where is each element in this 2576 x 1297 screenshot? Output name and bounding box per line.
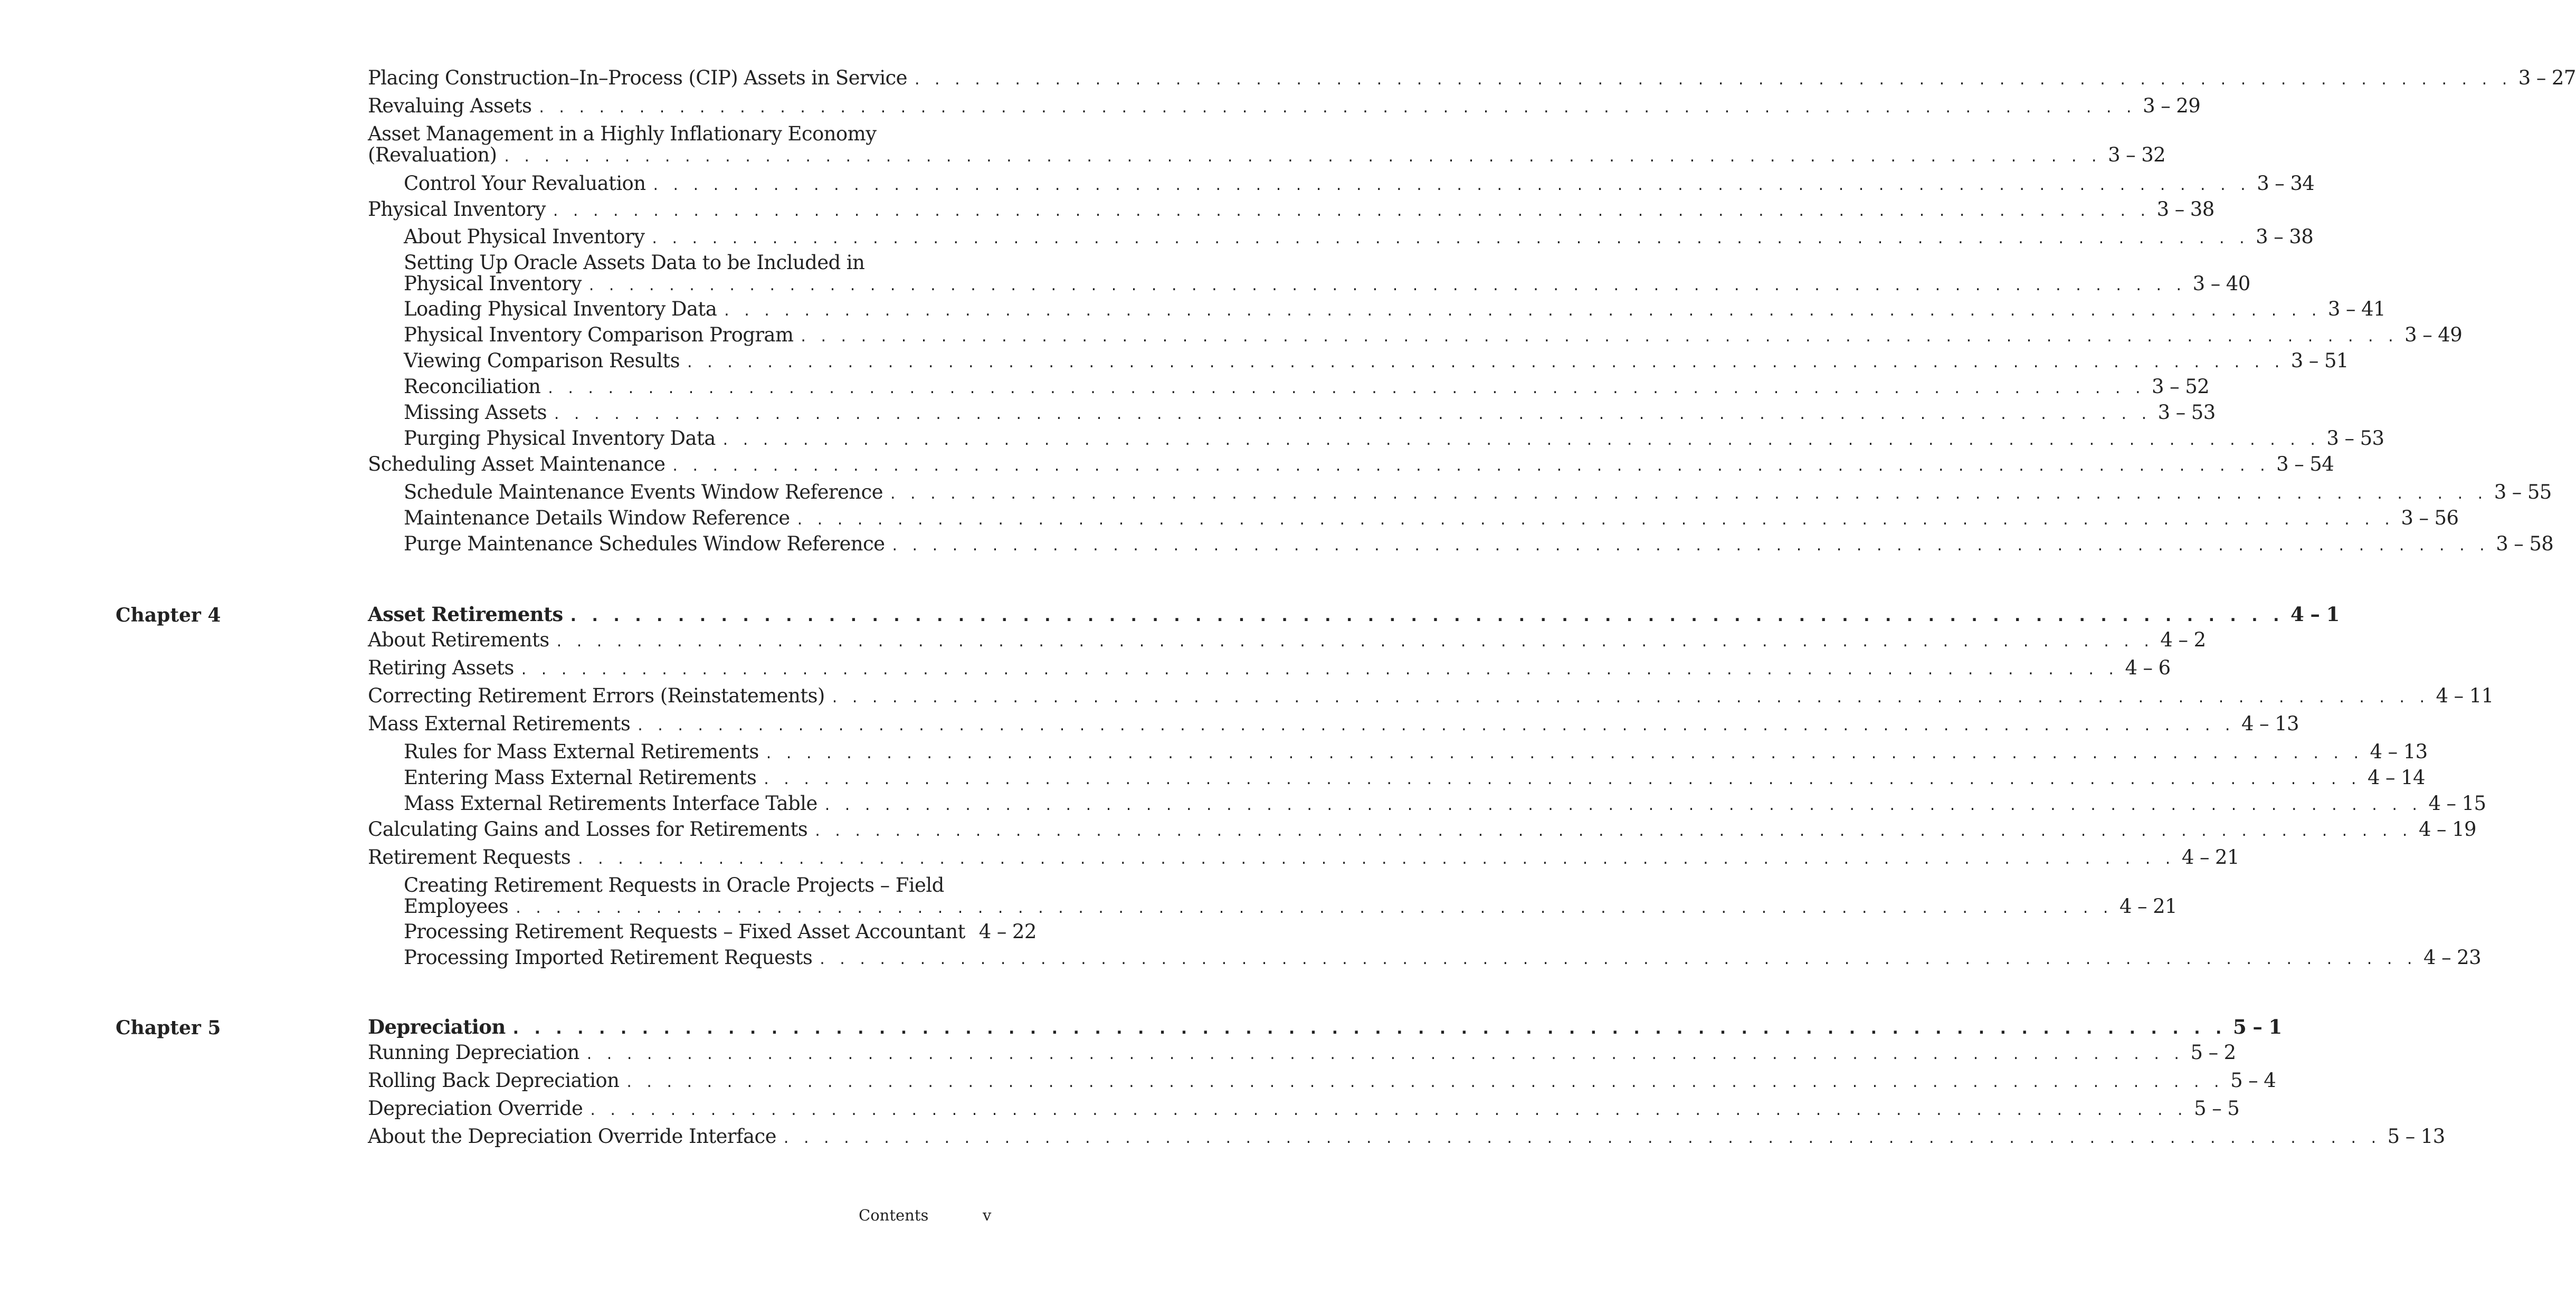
- toc-entry-page-number: 5 – 2: [2190, 1041, 2236, 1064]
- footer-page-number: v: [983, 1206, 992, 1224]
- toc-entry-page-number: 4 – 6: [2125, 656, 2171, 679]
- toc-entry-page-number: 5 – 1: [2232, 1015, 2282, 1038]
- toc-entry-title: Viewing Comparison Results: [404, 349, 680, 372]
- toc-entry-title: Placing Construction–In–Process (CIP) Assets in Service: [368, 66, 907, 89]
- toc-entry-title: Running Depreciation: [368, 1041, 579, 1064]
- toc-entry-title: Correcting Retirement Errors (Reinstatements): [368, 684, 825, 707]
- toc-entry-title-line1: Creating Retirement Requests in Oracle Projects – Field: [404, 874, 944, 897]
- toc-entry[interactable]: [404, 375, 2210, 399]
- dot-leader: . . . . . . . . . . . . . . . . . . . . . . . . . . . . . . . . . . . . . . . . . . . . . . . . . . . . . . . . . . . . . . . . . . . . . . . . . . . . . . . .: [653, 176, 2251, 194]
- toc-entry[interactable]: [404, 766, 2425, 790]
- toc-entry-page-number: 4 – 23: [2423, 946, 2482, 969]
- dot-leader: . . . . . . . . . . . . . . . . . . . . . . . . . . . . . . . . . . . . . . . . . . . . . . . . . . . . . . . . . . . . . . . . . . . . . . . . . . . . . . . .: [724, 301, 2322, 320]
- toc-entry-page-number: 3 – 32: [2108, 144, 2166, 166]
- toc-entry-page-number: 4 – 14: [2367, 766, 2425, 789]
- toc-entry-line: [404, 766, 2425, 790]
- toc-entry-line: [404, 920, 1037, 944]
- toc-entry-line: [368, 66, 2576, 90]
- toc-entry-title: Rolling Back Depreciation: [368, 1069, 620, 1092]
- toc-entry-line: [404, 481, 2552, 504]
- toc-entry-page-number: 4 – 2: [2160, 628, 2206, 651]
- toc-entry[interactable]: [368, 684, 2494, 708]
- toc-entry[interactable]: [368, 628, 2206, 652]
- toc-entry-title: Maintenance Details Window Reference: [404, 507, 790, 529]
- toc-entry[interactable]: [368, 122, 2166, 167]
- toc-entry-title: Rules for Mass External Retirements: [404, 740, 759, 763]
- toc-entry-title: Physical Inventory: [404, 272, 582, 295]
- toc-entry[interactable]: [404, 427, 2384, 451]
- toc-entry-page-number: 4 – 19: [2418, 818, 2476, 841]
- toc-entry[interactable]: [368, 1069, 2276, 1093]
- toc-entry[interactable]: [368, 1125, 2445, 1149]
- toc-entry-line: [368, 712, 2299, 736]
- toc-entry-line: [368, 818, 2476, 842]
- toc-entry-page-number: 4 – 22: [978, 920, 1037, 943]
- dot-leader: . . . . . . . . . . . . . . . . . . . . . . . . . . . . . . . . . . . . . . . . . . . . . . . . . . . . . . . . . . . . . . . . . . . . . . . . . . . . . . . .: [801, 327, 2399, 346]
- toc-entry-line: [404, 895, 2177, 919]
- toc-entry-title: Retirement Requests: [368, 846, 571, 869]
- toc-entry-line: [404, 272, 2250, 296]
- toc-entry-page-number: 3 – 29: [2143, 94, 2201, 117]
- dot-leader: . . . . . . . . . . . . . . . . . . . . . . . . . . . . . . . . . . . . . . . . . . . . . . . . . . . . . . . . . . . . . . . . . . . . . . . . . . . . . . . .: [588, 276, 2187, 294]
- toc-entry-page-number: 3 – 41: [2327, 298, 2385, 320]
- toc-entry-title: (Revaluation): [368, 144, 497, 166]
- toc-entry[interactable]: [404, 740, 2428, 764]
- toc-entry[interactable]: [368, 66, 2576, 90]
- toc-entry-line: [404, 427, 2384, 451]
- toc-entry[interactable]: [368, 846, 2239, 870]
- toc-entry-title: Schedule Maintenance Events Window Reference: [404, 481, 883, 503]
- toc-entry-title: Processing Imported Retirement Requests: [404, 946, 813, 969]
- toc-entry-title: About Retirements: [368, 628, 549, 651]
- toc-entry[interactable]: [404, 792, 2486, 816]
- dot-leader: . . . . . . . . . . . . . . . . . . . . . . . . . . . . . . . . . . . . . . . . . . . . . . . . . . . . . . . . . . . . . . . . . . . . . . . . . . . . . . . .: [892, 536, 2490, 555]
- toc-entry-title: Retiring Assets: [368, 656, 514, 679]
- dot-leader: . . . . . . . . . . . . . . . . . . . . . . . . . . . . . . . . . . . . . . . . . . . . . . . . . . . . . . . . . . . . . . . . . . . . . . . . . . . . . . . .: [590, 1101, 2188, 1119]
- toc-entry-line: [404, 792, 2486, 816]
- toc-entry-title: Control Your Revaluation: [404, 172, 646, 195]
- dot-leader: . . . . . . . . . . . . . . . . . . . . . . . . . . . . . . . . . . . . . . . . . . . . . . . . . . . . . . . . . . . . . . . . . . . . . . . . . . . . . . . .: [512, 1019, 2227, 1038]
- toc-entry-page-number: 4 – 1: [2290, 603, 2340, 626]
- dot-leader: . . . . . . . . . . . . . . . . . . . . . . . . . . . . . . . . . . . . . . . . . . . . . . . . . . . . . . . . . . . . . . . . . . . . . . . . . . . . . . . .: [626, 1073, 2225, 1091]
- dot-leader: . . . . . . . . . . . . . . . . . . . . . . . . . . . . . . . . . . . . . . . . . . . . . . . . . . . . . . . . . . . . . . . . . . . . . . . . . . . . . . . .: [504, 147, 2102, 166]
- toc-entry[interactable]: [368, 453, 2334, 476]
- toc-entry[interactable]: [404, 298, 2385, 321]
- dot-leader: . . . . . . . . . . . . . . . . . . . . . . . . . . . . . . . . . . . . . . . . . . . . . . . . . . . . . . . . . . . . . . . . . . . . . . . . . . . . . . . .: [914, 70, 2512, 89]
- toc-entry-line: [404, 532, 2554, 556]
- dot-leader: . . . . . . . . . . . . . . . . . . . . . . . . . . . . . . . . . . . . . . . . . . . . . . . . . . . . . . . . . . . . . . . . . . . . . . . . . . . . . . . .: [783, 1129, 2381, 1147]
- toc-entry-page-number: 3 – 52: [2152, 375, 2210, 398]
- toc-entry-line: [404, 740, 2428, 764]
- toc-entry-page-number: 4 – 13: [2370, 740, 2428, 763]
- toc-entry[interactable]: [404, 323, 2463, 347]
- dot-leader: . . . . . . . . . . . . . . . . . . . . . . . . . . . . . . . . . . . . . . . . . . . . . . . . . . . . . . . . . . . . . . . . . . . . . . . . . . . . . . . .: [890, 484, 2488, 503]
- toc-entry-title: Physical Inventory: [368, 198, 546, 221]
- dot-leader: . . . . . . . . . . . . . . . . . . . . . . . . . . . . . . . . . . . . . . . . . . . . . . . . . . . . . . . . . . . . . . . . . . . . . . . . . . . . . . . .: [638, 716, 2235, 735]
- toc-entry-line: [404, 225, 2314, 249]
- toc-entry-page-number: 3 – 40: [2192, 272, 2250, 295]
- toc-entry-line: [368, 603, 2340, 627]
- dot-leader: . . . . . . . . . . . . . . . . . . . . . . . . . . . . . . . . . . . . . . . . . . . . . . . . . . . . . . . . . . . . . . . . . . . . . . . . . . . . . . . .: [521, 660, 2119, 679]
- toc-entry-line: [404, 298, 2385, 321]
- toc-entry-title: Purge Maintenance Schedules Window Reference: [404, 532, 885, 555]
- toc-entry-title: Loading Physical Inventory Data: [404, 298, 717, 320]
- toc-entry-page-number: 3 – 54: [2276, 453, 2334, 475]
- toc-entry-line: [404, 946, 2482, 970]
- toc-entry-line: [368, 94, 2201, 118]
- toc-entry-page-number: 4 – 15: [2428, 792, 2486, 815]
- chapter-label: Chapter 5: [116, 1017, 221, 1039]
- toc-entry[interactable]: [404, 946, 2482, 970]
- toc-entry-line: [368, 1097, 2240, 1121]
- toc-entry-page-number: 3 – 53: [2157, 401, 2216, 424]
- toc-entry-title: Employees: [404, 895, 509, 918]
- toc-entry[interactable]: [404, 481, 2552, 504]
- dot-leader: . . . . . . . . . . . . . . . . . . . . . . . . . . . . . . . . . . . . . . . . . . . . . . . . . . . . . . . . . . . . . . . . . . . . . . . . . . . . . . . .: [548, 379, 2146, 397]
- dot-leader: . . . . . . . . . . . . . . . . . . . . . . . . . . . . . . . . . . . . . . . . . . . . . . . . . . . . . . . . . . . . . . . . . . . . . . . . . . . . . . . .: [824, 796, 2422, 814]
- toc-entry-title: Depreciation Override: [368, 1097, 583, 1120]
- toc-entry-title: About the Depreciation Override Interface: [368, 1125, 776, 1148]
- toc-entry-line: [404, 349, 2349, 373]
- toc-entry-page-number: 5 – 5: [2194, 1097, 2240, 1120]
- toc-entry-page-number: 5 – 4: [2230, 1069, 2276, 1092]
- toc-entry[interactable]: [404, 874, 2177, 919]
- dot-leader: . . . . . . . . . . . . . . . . . . . . . . . . . . . . . . . . . . . . . . . . . . . . . . . . . . . . . . . . . . . . . . . . . . . . . . . . . . . . . . . .: [554, 405, 2152, 423]
- toc-entry-title: Calculating Gains and Losses for Retirements: [368, 818, 808, 841]
- dot-leader: . . . . . . . . . . . . . . . . . . . . . . . . . . . . . . . . . . . . . . . . . . . . . . . . . . . . . . . . . . . . . . . . . . . . . . . . . . . . . . . .: [672, 456, 2270, 475]
- toc-entry-line: [404, 507, 2459, 530]
- toc-entry[interactable]: [368, 656, 2171, 680]
- toc-entry-line: [404, 375, 2210, 399]
- toc-entry-title: Revaluing Assets: [368, 94, 532, 117]
- toc-entry-title: Physical Inventory Comparison Program: [404, 323, 794, 346]
- toc-entry-title: About Physical Inventory: [404, 225, 645, 248]
- dot-leader: . . . . . . . . . . . . . . . . . . . . . . . . . . . . . . . . . . . . . . . . . . . . . . . . . . . . . . . . . . . . . . . . . . . . . . . . . . . . . . . .: [539, 98, 2137, 117]
- toc-entry-title-line1: Setting Up Oracle Assets Data to be Included in: [404, 251, 865, 274]
- toc-entry-page-number: 3 – 27: [2518, 66, 2576, 89]
- toc-entry-title: Asset Retirements: [368, 603, 563, 626]
- toc-entry[interactable]: [368, 1097, 2240, 1121]
- toc-entry-line: [368, 628, 2206, 652]
- toc-entry[interactable]: [404, 401, 2216, 425]
- toc-entry-line: [368, 453, 2334, 476]
- toc-entry-title: Entering Mass External Retirements: [404, 766, 757, 789]
- toc-entry[interactable]: [404, 349, 2349, 373]
- toc-entry[interactable]: [368, 818, 2476, 842]
- dot-leader: . . . . . . . . . . . . . . . . . . . . . . . . . . . . . . . . . . . . . . . . . . . . . . . . . . . . . . . . . . . . . . . . . . . . . . . . . . . . . . . .: [570, 607, 2284, 625]
- dot-leader: . . . . . . . . . . . . . . . . . . . . . . . . . . . . . . . . . . . . . . . . . . . . . . . . . . . . . . . . . . . . . . . . . . . . . . . . . . . . . . . .: [556, 632, 2154, 651]
- toc-entry-line: [404, 172, 2315, 196]
- toc-entry[interactable]: [404, 532, 2554, 556]
- toc-entry-line: [368, 656, 2171, 680]
- toc-entry-line: [368, 684, 2494, 708]
- toc-entry-page-number: 3 – 49: [2404, 323, 2463, 346]
- toc-entry[interactable]: [368, 603, 2340, 627]
- toc-entry-page-number: 3 – 55: [2494, 481, 2552, 503]
- toc-entry-page-number: 4 – 11: [2436, 684, 2494, 707]
- toc-entry-page-number: 3 – 38: [2256, 225, 2314, 248]
- dot-leader: . . . . . . . . . . . . . . . . . . . . . . . . . . . . . . . . . . . . . . . . . . . . . . . . . . . . . . . . . . . . . . . . . . . . . . . . . . . . . . . .: [687, 353, 2285, 371]
- toc-entry-line: [368, 1125, 2445, 1149]
- dot-leader: . . . . . . . . . . . . . . . . . . . . . . . . . . . . . . . . . . . . . . . . . . . . . . . . . . . . . . . . . . . . . . . . . . . . . . . . . . . . . . . .: [553, 202, 2151, 220]
- dot-leader: . . . . . . . . . . . . . . . . . . . . . . . . . . . . . . . . . . . . . . . . . . . . . . . . . . . . . . . . . . . . . . . . . . . . . . . . . . . . . . . .: [820, 950, 2417, 968]
- toc-entry-page-number: 4 – 13: [2241, 712, 2299, 735]
- toc-entry-line: [404, 323, 2463, 347]
- toc-entry[interactable]: [404, 920, 1037, 944]
- toc-entry-title: Scheduling Asset Maintenance: [368, 453, 666, 475]
- toc-entry-page-number: 3 – 38: [2156, 198, 2214, 221]
- toc-entry-page-number: 3 – 56: [2401, 507, 2459, 529]
- dot-leader: . . . . . . . . . . . . . . . . . . . . . . . . . . . . . . . . . . . . . . . . . . . . . . . . . . . . . . . . . . . . . . . . . . . . . . . . . . . . . . . .: [815, 822, 2412, 840]
- dot-leader: . . . . . . . . . . . . . . . . . . . . . . . . . . . . . . . . . . . . . . . . . . . . . . . . . . . . . . . . . . . . . . . . . . . . . . . . . . . . . . . .: [832, 688, 2430, 707]
- toc-entry-title: Depreciation: [368, 1015, 506, 1038]
- dot-leader: . . . . . . . . . . . . . . . . . . . . . . . . . . . . . . . . . . . . . . . . . . . . . . . . . . . . . . . . . . . . . . . . . . . . . . . . . . . . . . . .: [797, 510, 2395, 529]
- toc-entry-page-number: 3 – 51: [2290, 349, 2349, 372]
- toc-entry[interactable]: [368, 1041, 2236, 1065]
- dot-leader: . . . . . . . . . . . . . . . . . . . . . . . . . . . . . . . . . . . . . . . . . . . . . . . . . . . . . . . . . . . . . . . . . . . . . . . . . . . . . . . .: [723, 431, 2321, 449]
- toc-entry-page-number: 4 – 21: [2181, 846, 2239, 869]
- toc-entry-line: [368, 1015, 2282, 1039]
- toc-entry-title: Processing Retirement Requests – Fixed Asset Accountant: [404, 920, 965, 943]
- dot-leader: . . . . . . . . . . . . . . . . . . . . . . . . . . . . . . . . . . . . . . . . . . . . . . . . . . . . . . . . . . . . . . . . . . . . . . . . . . . . . . . .: [652, 229, 2250, 247]
- toc-entry[interactable]: [368, 1015, 2282, 1039]
- dot-leader: . . . . . . . . . . . . . . . . . . . . . . . . . . . . . . . . . . . . . . . . . . . . . . . . . . . . . . . . . . . . . . . . . . . . . . . . . . . . . . . .: [586, 1045, 2184, 1063]
- dot-leader: . . . . . . . . . . . . . . . . . . . . . . . . . . . . . . . . . . . . . . . . . . . . . . . . . . . . . . . . . . . . . . . . . . . . . . . . . . . . . . . .: [516, 899, 2113, 917]
- footer-section-title: Contents: [859, 1206, 929, 1224]
- dot-leader: . . . . . . . . . . . . . . . . . . . . . . . . . . . . . . . . . . . . . . . . . . . . . . . . . . . . . . . . . . . . . . . . . . . . . . . . . . . . . . . .: [766, 744, 2364, 762]
- dot-leader: . . . . . . . . . . . . . . . . . . . . . . . . . . . . . . . . . . . . . . . . . . . . . . . . . . . . . . . . . . . . . . . . . . . . . . . . . . . . . . . .: [578, 850, 2175, 868]
- toc-entry-title: Mass External Retirements: [368, 712, 631, 735]
- toc-entry-title: Missing Assets: [404, 401, 547, 424]
- toc-entry-page-number: 4 – 21: [2119, 895, 2177, 918]
- toc-entry[interactable]: [368, 198, 2214, 222]
- toc-entry-page-number: 5 – 13: [2387, 1125, 2445, 1148]
- toc-entry-title-line1: Asset Management in a Highly Inflationary Economy: [368, 122, 877, 145]
- toc-entry-page-number: 3 – 53: [2326, 427, 2384, 450]
- toc-entry-line: [404, 401, 2216, 425]
- chapter-label: Chapter 4: [116, 604, 221, 626]
- toc-entry[interactable]: [404, 172, 2315, 196]
- toc-entry-title: Reconciliation: [404, 375, 541, 398]
- toc-entry-line: [368, 846, 2239, 870]
- toc-entry-line: [368, 144, 2166, 167]
- toc-entry-title: Mass External Retirements Interface Table: [404, 792, 818, 815]
- toc-entry[interactable]: [404, 507, 2459, 530]
- dot-leader: . . . . . . . . . . . . . . . . . . . . . . . . . . . . . . . . . . . . . . . . . . . . . . . . . . . . . . . . . . . . . . . . . . . . . . . . . . . . . . . .: [764, 770, 2361, 788]
- toc-entry-page-number: 3 – 34: [2257, 172, 2315, 195]
- toc-entry[interactable]: [368, 712, 2299, 736]
- toc-entry-title: Purging Physical Inventory Data: [404, 427, 716, 450]
- toc-entry-line: [368, 1069, 2276, 1093]
- toc-entry[interactable]: [404, 251, 2250, 296]
- toc-entry-page-number: 3 – 58: [2496, 532, 2554, 555]
- toc-entry-line: [368, 1041, 2236, 1065]
- toc-entry[interactable]: [404, 225, 2314, 249]
- toc-entry[interactable]: [368, 94, 2201, 118]
- toc-entry-line: [368, 198, 2214, 222]
